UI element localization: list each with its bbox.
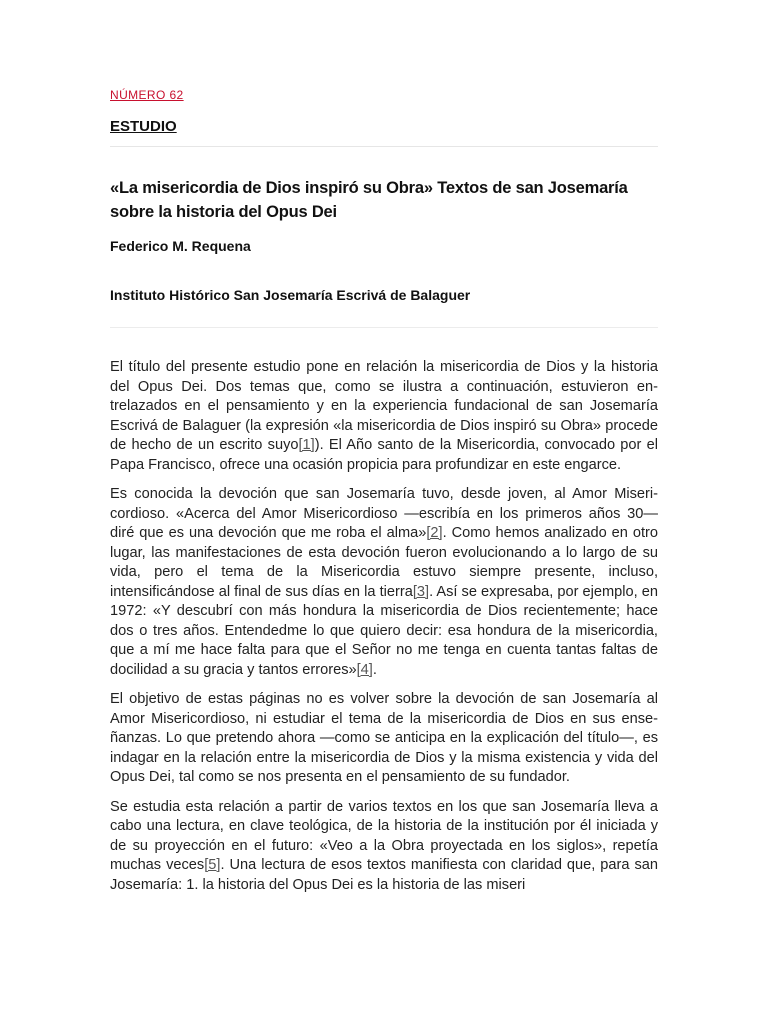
footnote-link[interactable]: [1] [298, 437, 315, 453]
footnote-link[interactable]: [3] [412, 583, 430, 600]
footnote-link[interactable]: [4] [356, 661, 373, 678]
paragraph: Es conocida la devoción que san Josemaría tuvo, desde joven, al Amor Misericordioso. «Acerca del Amor Misericordioso —escribía en los primeros años 30— diré que es una devoción que me roba el alma»[2]. Como hemos analizado en otro lugar, las manifestaciones de esta devoción fueron evolucionando a lo largo de su vida, pero el tema de la Misericordia estuvo siempre presente, incluso, intensificándose al final de sus días en la tierra[3]. Así se expresaba, por ejemplo, en 1972: «Y descubrí con más hondura la misericordia de Dios recientemente; hace dos o tres años. Entendedme lo que quiero decir: esa hondura de la misericordia, que a mí me hace falta para que el Señor no me tenga en cuenta tantas faltas de docilidad a su gracia y tantos errores»[4]. [110, 486, 658, 678]
divider [110, 146, 658, 147]
divider [110, 327, 658, 328]
footnote-link[interactable]: [5] [204, 857, 221, 873]
author-name: Federico M. Requena [110, 238, 251, 254]
paragraph: El título del presente estudio pone en relación la misericordia de Dios y la historia del Opus Dei. Dos temas que, como se ilustra a continuación, estuvieron entrelazados en el pensamiento y en la experiencia fundacional de san Josemaría Escrivá de Balaguer (la expresión «la misericordia de Dios inspiró su Obra» procede de hecho de un escrito suyo[1]). El Año santo de la Misericordia, convocado por el Papa Francisco, ofrece una ocasión propicia para profundizar en este engarce. [110, 359, 658, 473]
paragraph: Se estudia esta relación a partir de varios textos en los que san Josemaría lleva a cabo una lectura, en clave teológica, de la historia de la institución por él iniciada y de su proyección en el futuro: «Veo a la Obra proyectada en los siglos», repetía muchas veces[5]. Una lectura de esos textos manifiesta con claridad que, para san Josemaría: 1. la historia del Opus Dei es la historia de las miseri [110, 798, 659, 893]
section-label[interactable]: ESTUDIO [110, 118, 177, 135]
article-body [110, 358, 658, 895]
article-title: «La misericordia de Dios inspiró su Obra» Textos de san Josemaría sobre la historia del Opus Dei [110, 179, 628, 221]
issue-link[interactable]: NÚMERO 62 [110, 88, 184, 102]
paragraph: El objetivo de estas páginas no es volver sobre la devoción de san Josemaría al Amor Misericordioso, ni estudiar el tema de la misericordia de Dios en sus enseñanzas. Lo que pretendo ahora —como se anticipa en la explicación del título—, es indagar en la relación entre la misericordia de Dios y la misma existencia y vida del Opus Dei, tal como se nos presenta en el pensamiento de su fundador. [110, 691, 658, 785]
author-institution: Instituto Histórico San Josemaría Escrivá de Balaguer [110, 287, 471, 303]
footnote-link[interactable]: [2] [426, 525, 443, 541]
article-container [110, 86, 658, 905]
